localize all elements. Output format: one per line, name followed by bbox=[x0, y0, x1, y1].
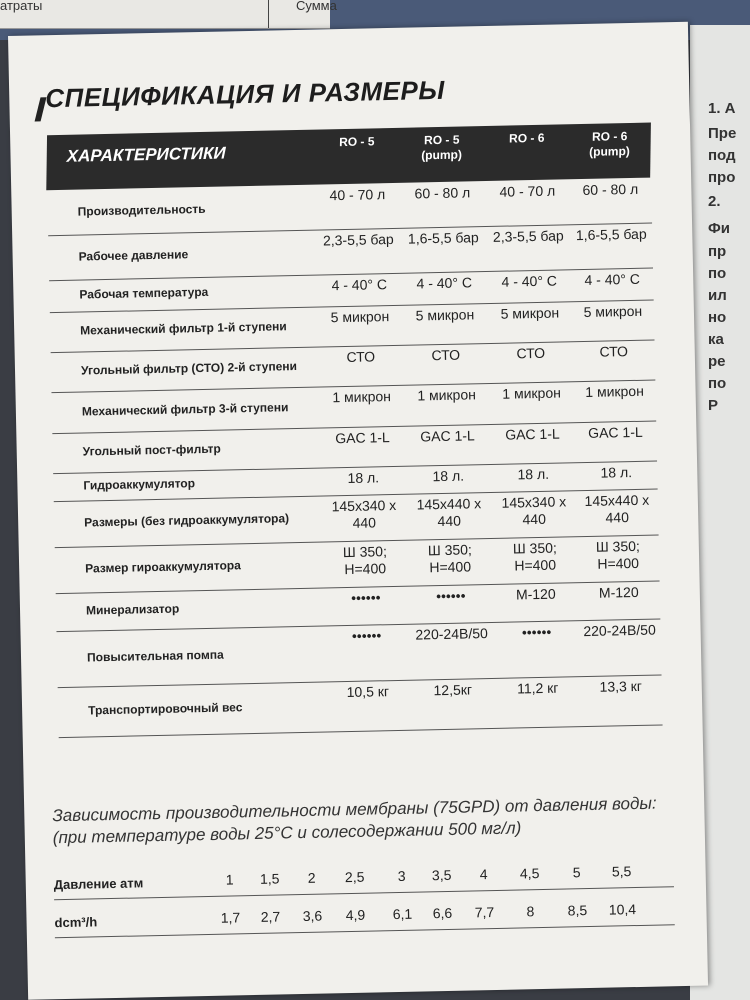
table-cell: •••••• bbox=[350, 589, 381, 606]
table-cell: 145х440 х 440 bbox=[416, 495, 482, 530]
table-cell: Ш 350; Н=400 bbox=[427, 541, 473, 576]
row-label: Производительность bbox=[77, 201, 206, 219]
table-cell: 4 - 40° C bbox=[331, 276, 388, 294]
pressure-value: 1 bbox=[225, 871, 234, 888]
table-cell: 220-24В/50 bbox=[583, 621, 656, 640]
table-cell: GAC 1-L bbox=[505, 425, 560, 443]
row-label: Угольный фильтр (СТО) 2-й ступени bbox=[80, 359, 298, 378]
flow-value: 6,6 bbox=[432, 904, 453, 922]
pressure-value: 1,5 bbox=[259, 870, 280, 887]
row-label: Гидроаккумулятор bbox=[83, 476, 196, 493]
column-name: RO - 6 bbox=[591, 129, 628, 144]
table-cell: СТО bbox=[599, 343, 629, 360]
dependency-title-line: (при температуре воды 25°C и солесодержании 500 мг/л) bbox=[52, 818, 522, 848]
row-label: Размеры (без гидроаккумулятора) bbox=[84, 511, 290, 530]
adjacent-page-text: 1. А bbox=[708, 100, 736, 117]
adjacent-page-text: пр bbox=[708, 243, 727, 260]
adjacent-page-text: ил bbox=[708, 287, 727, 304]
column-name: RO - 5 bbox=[339, 134, 375, 150]
column-header bbox=[401, 132, 481, 164]
table-cell: 13,3 кг bbox=[599, 677, 643, 695]
adjacent-page-text: по bbox=[708, 265, 727, 282]
row-label: Размер гироаккумулятора bbox=[85, 558, 241, 576]
pressure-value: 3 bbox=[397, 867, 406, 885]
pressure-value: 3,5 bbox=[431, 866, 452, 884]
adjacent-page-text: Р bbox=[708, 397, 719, 414]
table-header-caption: ХАРАКТЕРИСТИКИ bbox=[66, 143, 226, 166]
table-cell: СТО bbox=[516, 344, 546, 362]
adjacent-page-text: Пре bbox=[708, 125, 737, 142]
table-cell: Ш 350; Н=400 bbox=[342, 543, 388, 578]
table-cell: 40 - 70 л bbox=[329, 186, 386, 204]
top-sum-label: Сумма bbox=[296, 0, 337, 13]
flow-value: 4,9 bbox=[345, 906, 366, 924]
flow-value: 1,7 bbox=[220, 909, 241, 926]
table-cell: 220-24В/50 bbox=[415, 625, 488, 643]
divider bbox=[268, 0, 269, 28]
table-cell: 145х340 х 440 bbox=[501, 493, 567, 528]
pressure-label: Давление атм bbox=[53, 875, 144, 893]
table-cell: GAC 1-L bbox=[588, 423, 643, 441]
table-cell: 60 - 80 л bbox=[414, 184, 471, 202]
flow-value: 10,4 bbox=[608, 901, 637, 918]
table-cell: 5 микрон bbox=[330, 308, 390, 326]
table-cell: 1,6-5,5 бар bbox=[407, 229, 479, 247]
table-cell: М-120 bbox=[598, 583, 639, 601]
table-cell: 18 л. bbox=[517, 465, 550, 483]
column-sub: (pump) bbox=[421, 147, 462, 163]
table-cell: 1 микрон bbox=[502, 384, 562, 402]
table-cell: •••••• bbox=[351, 627, 382, 644]
dependency-title bbox=[52, 793, 657, 850]
table-cell: 18 л. bbox=[432, 467, 465, 485]
adjacent-page-text: но bbox=[708, 309, 727, 326]
table-cell: 5 микрон bbox=[583, 302, 643, 321]
row-label: Механический фильтр 1-й ступени bbox=[80, 319, 287, 338]
table-cell: 1 микрон bbox=[332, 388, 392, 406]
adjacent-page-text: по bbox=[708, 375, 727, 392]
row-label: Механический фильтр 3-й ступени bbox=[81, 399, 289, 419]
page-title: СПЕЦИФИКАЦИЯ И РАЗМЕРЫ bbox=[44, 74, 446, 114]
column-header bbox=[569, 129, 649, 161]
table-cell: 11,2 кг bbox=[516, 679, 559, 697]
top-paper-sheet bbox=[0, 0, 337, 29]
table-cell: М-120 bbox=[515, 585, 556, 603]
pressure-value: 5 bbox=[572, 864, 581, 881]
column-sub: (pump) bbox=[589, 143, 630, 159]
table-cell: 1,6-5,5 бар bbox=[575, 225, 647, 244]
table-cell: GAC 1-L bbox=[335, 429, 390, 447]
column-header bbox=[317, 134, 397, 151]
flow-value: 2,7 bbox=[260, 908, 281, 925]
table-cell: GAC 1-L bbox=[420, 427, 475, 445]
table-cell: 2,3-5,5 бар bbox=[492, 227, 564, 245]
table-cell: •••••• bbox=[435, 587, 466, 605]
table-cell: СТО bbox=[431, 346, 461, 364]
table-cell: 2,3-5,5 бар bbox=[322, 230, 394, 249]
row-label: Рабочая температура bbox=[79, 284, 209, 302]
flow-value: 7,7 bbox=[474, 904, 495, 921]
table-cell: •••••• bbox=[521, 623, 552, 641]
pressure-value: 2,5 bbox=[344, 868, 365, 886]
table-cell: 5 микрон bbox=[500, 304, 560, 322]
row-label: Транспортировочный вес bbox=[87, 700, 243, 718]
column-name: RO - 6 bbox=[508, 130, 545, 146]
adjacent-page-text: ка bbox=[708, 331, 724, 348]
table-cell: 4 - 40° C bbox=[501, 272, 558, 290]
column-name: RO - 5 bbox=[424, 132, 460, 148]
table-cell: СТО bbox=[346, 348, 376, 365]
adjacent-page-text: Фи bbox=[708, 220, 731, 237]
flow-value: 6,1 bbox=[392, 905, 413, 923]
table-cell: 40 - 70 л bbox=[499, 182, 556, 200]
table-cell: 4 - 40° C bbox=[416, 274, 473, 292]
adjacent-page-text: ре bbox=[708, 353, 726, 370]
flow-value: 8,5 bbox=[567, 902, 588, 919]
pressure-value: 4 bbox=[479, 866, 488, 883]
flow-label: dcm³/h bbox=[54, 914, 98, 931]
document-page bbox=[8, 22, 708, 1000]
table-cell: Ш 350; Н=400 bbox=[512, 539, 557, 574]
table-cell: 145х440 х 440 bbox=[584, 491, 650, 526]
table-cell: 18 л. bbox=[600, 464, 633, 481]
table-cell: 10,5 кг bbox=[346, 683, 390, 701]
adjacent-page-text: про bbox=[708, 169, 736, 186]
pressure-value: 4,5 bbox=[519, 865, 540, 882]
row-label: Повысительная помпа bbox=[86, 647, 224, 665]
table-cell: 5 микрон bbox=[415, 306, 475, 324]
flow-value: 8 bbox=[526, 903, 535, 920]
pressure-value: 2 bbox=[307, 869, 316, 886]
row-label: Рабочее давление bbox=[78, 246, 189, 264]
flow-value: 3,6 bbox=[302, 907, 323, 925]
table-cell: Ш 350; Н=400 bbox=[595, 537, 640, 572]
row-label: Угольный пост-фильтр bbox=[82, 441, 221, 459]
row-label: Минерализатор bbox=[85, 601, 180, 618]
top-left-label: атраты bbox=[0, 0, 43, 13]
table-cell: 145х340 х 440 bbox=[331, 496, 397, 531]
table-cell: 18 л. bbox=[347, 469, 380, 486]
adjacent-page-text: под bbox=[708, 147, 736, 164]
table-cell: 4 - 40° C bbox=[584, 270, 641, 288]
table-cell: 1 микрон bbox=[417, 386, 477, 404]
adjacent-page-text: 2. bbox=[708, 193, 721, 210]
table-cell: 12,5кг bbox=[433, 681, 473, 699]
pressure-value: 5,5 bbox=[611, 863, 632, 880]
table-cell: 60 - 80 л bbox=[582, 180, 639, 199]
dependency-title-line: Зависимость производительности мембраны (75GPD) от давления воды: bbox=[52, 793, 657, 826]
table-cell: 1 микрон bbox=[585, 382, 645, 400]
column-header bbox=[487, 130, 567, 147]
